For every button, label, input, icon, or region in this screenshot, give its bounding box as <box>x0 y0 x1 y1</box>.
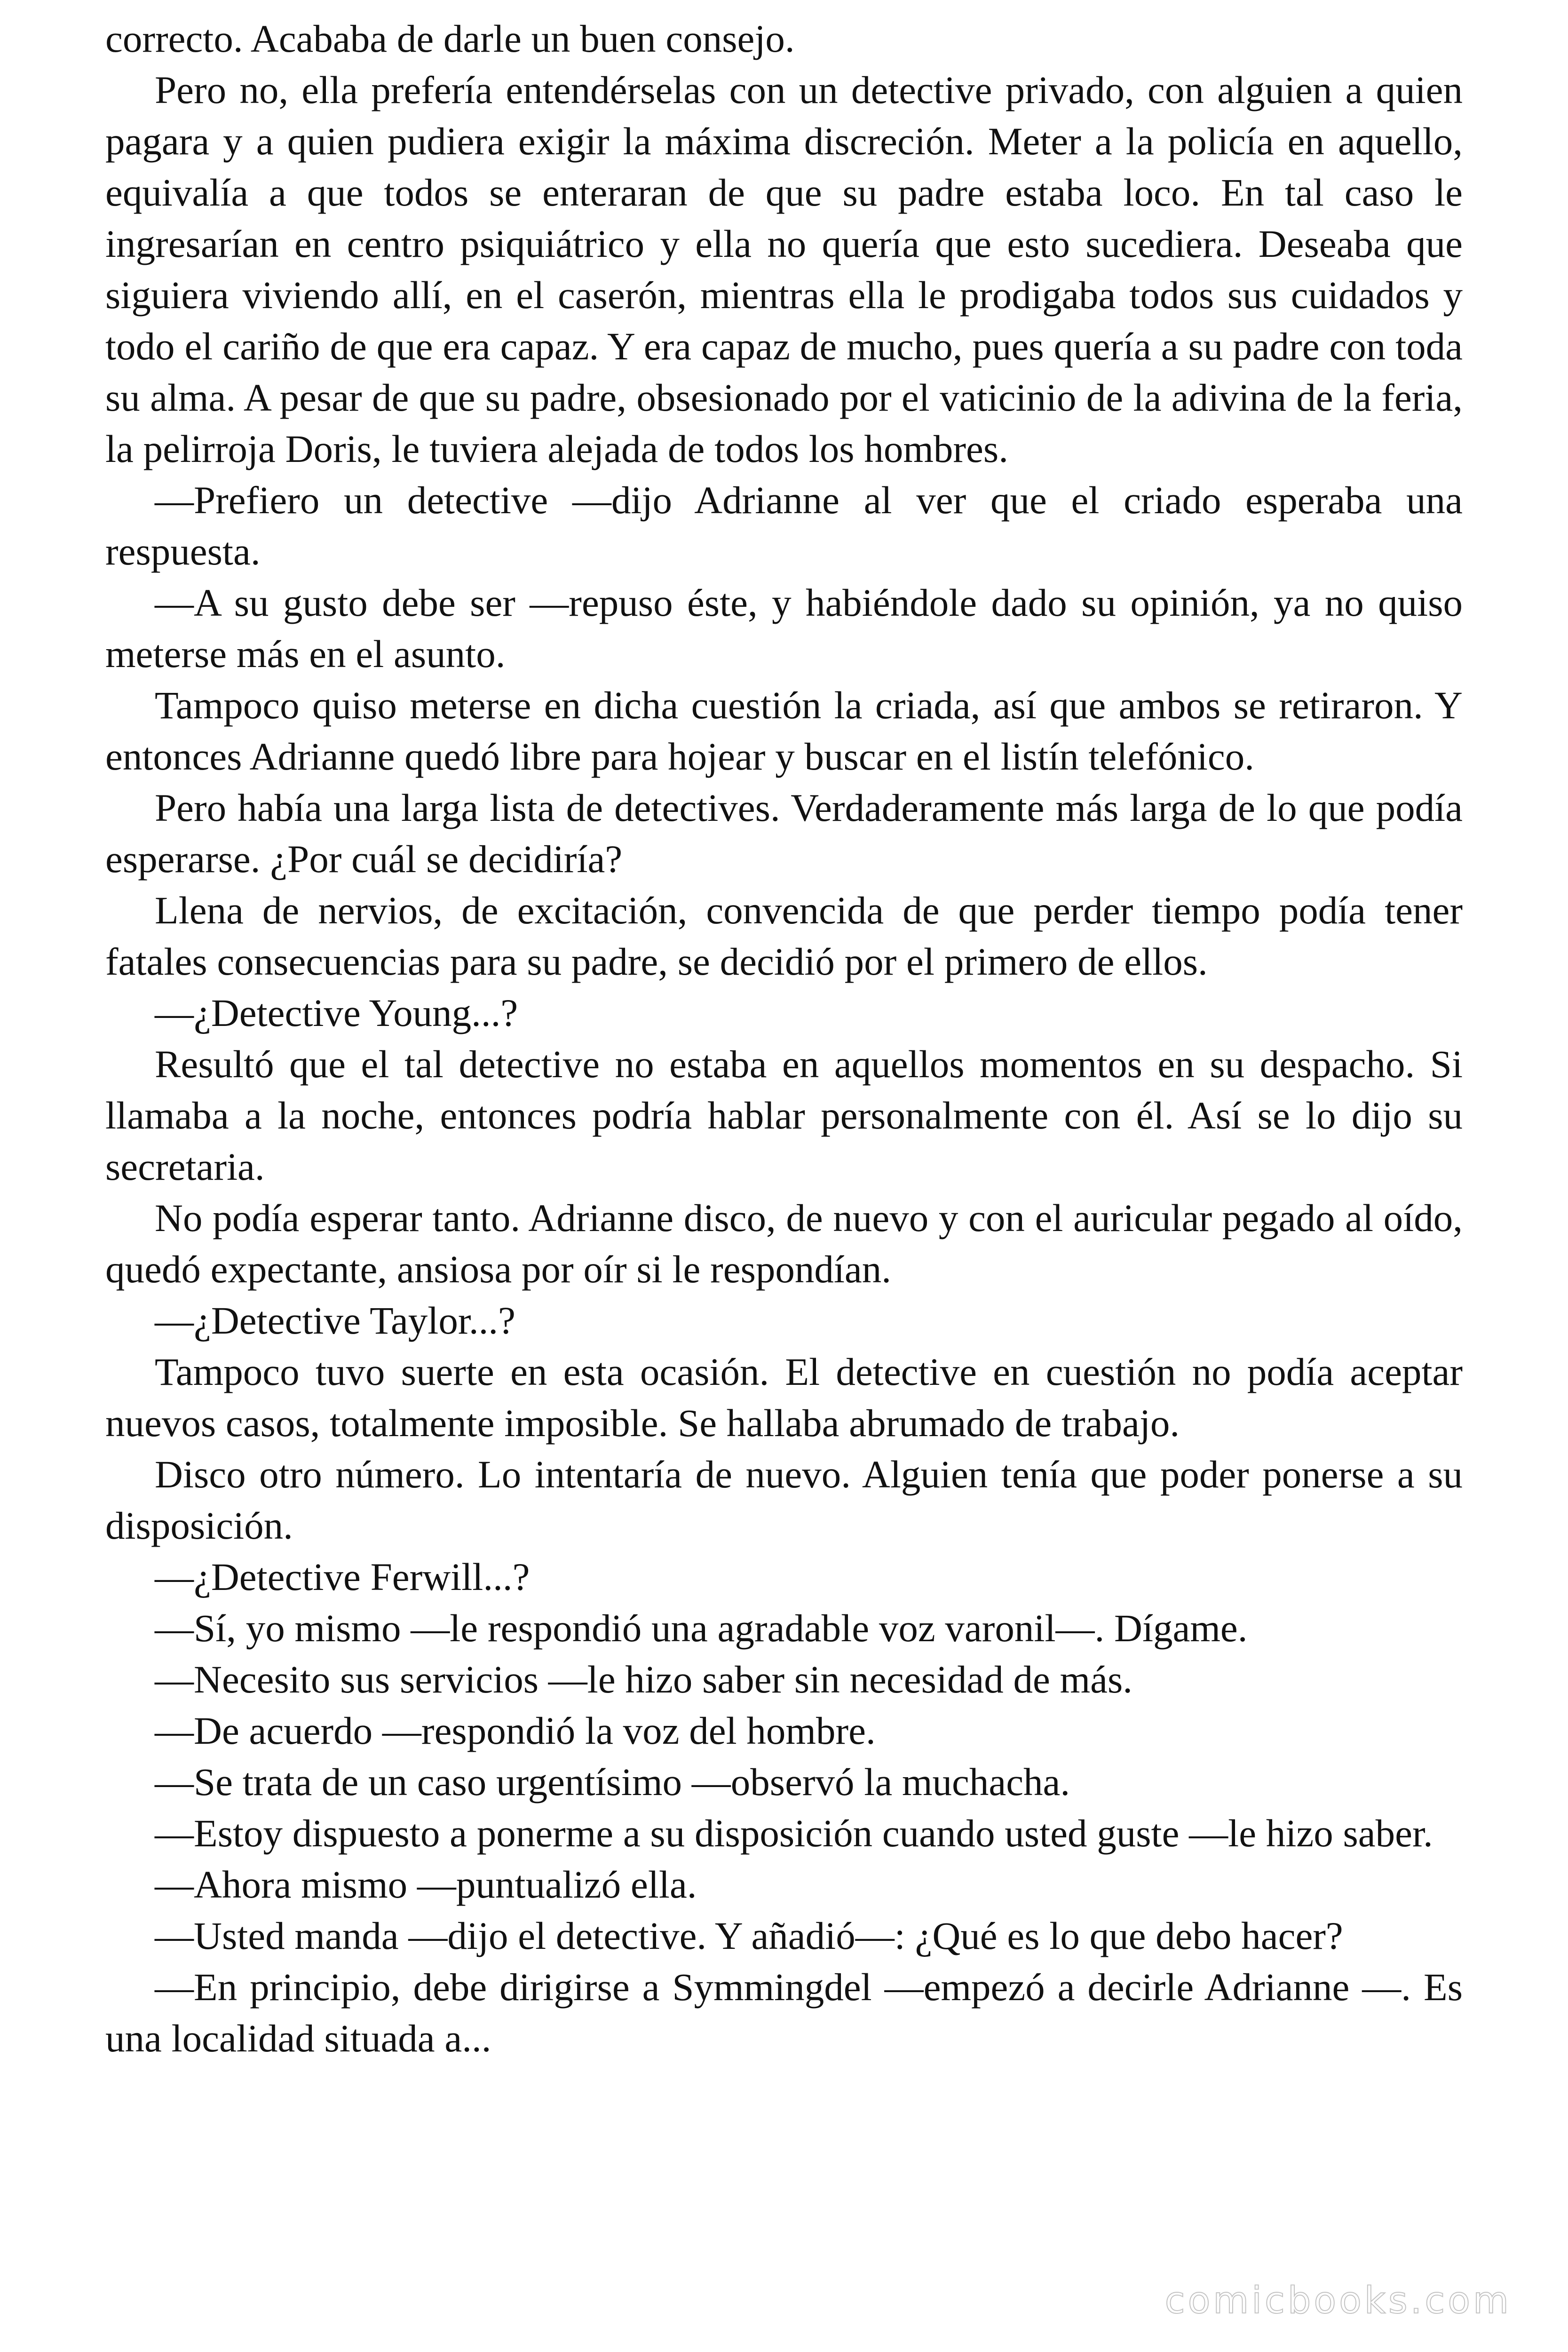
paragraph: —En principio, debe dirigirse a Symmingdel —empezó a decirle Adrianne —. Es una localidad situada a... <box>105 1965 1463 2060</box>
paragraph: —Se trata de un caso urgentísimo —observó la muchacha. <box>155 1760 1070 1804</box>
paragraph: Tampoco quiso meterse en dicha cuestión la criada, así que ambos se retiraron. Y entonces Adrianne quedó libre para hojear y buscar en el listín telefónico. <box>105 683 1463 778</box>
paragraph: —De acuerdo —respondió la voz del hombre. <box>155 1709 876 1752</box>
paragraph: —¿Detective Ferwill...? <box>155 1555 530 1598</box>
paragraph: correcto. Acababa de darle un buen consejo. <box>105 17 795 60</box>
watermark: comicbooks.com <box>1164 2280 1512 2322</box>
paragraph: —Ahora mismo —puntualizó ella. <box>155 1863 697 1906</box>
book-page <box>105 13 1463 2064</box>
paragraph: —Prefiero un detective —dijo Adrianne al ver que el criado esperaba una respuesta. <box>105 478 1463 573</box>
paragraph: —Usted manda —dijo el detective. Y añadió—: ¿Qué es lo que debo hacer? <box>155 1914 1343 1957</box>
paragraph: —Sí, yo mismo —le respondió una agradable voz varonil—. Dígame. <box>155 1606 1248 1650</box>
paragraph: Pero había una larga lista de detectives. Verdaderamente más larga de lo que podía esperarse. ¿Por cuál se decidiría? <box>105 786 1463 881</box>
paragraph: —Necesito sus servicios —le hizo saber sin necesidad de más. <box>155 1658 1133 1701</box>
paragraph: —¿Detective Young...? <box>155 991 518 1034</box>
paragraph: Disco otro número. Lo intentaría de nuevo. Alguien tenía que poder ponerse a su disposición. <box>105 1453 1463 1547</box>
paragraph: Resultó que el tal detective no estaba en aquellos momentos en su despacho. Si llamaba a la noche, entonces podría hablar personalmente con él. Así se lo dijo su secretaria. <box>105 1042 1463 1188</box>
paragraph: Pero no, ella prefería entendérselas con un detective privado, con alguien a quien pagara y a quien pudiera exigir la máxima discreción. Meter a la policía en aquello, equivalía a que todos se enteraran de que su padre estaba loco. En tal caso le ingresarían en centro psiquiátrico y ella no quería que esto sucediera. Deseaba que siguiera viviendo allí, en el caserón, mientras ella le prodigaba todos sus cuidados y todo el cariño de que era capaz. Y era capaz de mucho, pues quería a su padre con toda su alma. A pesar de que su padre, obsesionado por el vaticinio de la adivina de la feria, la pelirroja Doris, le tuviera alejada de todos los hombres. <box>105 68 1463 470</box>
paragraph: Tampoco tuvo suerte en esta ocasión. El detective en cuestión no podía aceptar nuevos casos, totalmente imposible. Se hallaba abrumado de trabajo. <box>105 1350 1463 1445</box>
paragraph: —¿Detective Taylor...? <box>155 1299 516 1342</box>
paragraph: —A su gusto debe ser —repuso éste, y habiéndole dado su opinión, ya no quiso meterse más en el asunto. <box>105 581 1463 675</box>
paragraph: Llena de nervios, de excitación, convencida de que perder tiempo podía tener fatales consecuencias para su padre, se decidió por el primero de ellos. <box>105 889 1463 983</box>
paragraph: —Estoy dispuesto a ponerme a su disposición cuando usted guste —le hizo saber. <box>155 1812 1433 1855</box>
paragraph: No podía esperar tanto. Adrianne disco, de nuevo y con el auricular pegado al oído, quedó expectante, ansiosa por oír si le respondían. <box>105 1196 1463 1291</box>
